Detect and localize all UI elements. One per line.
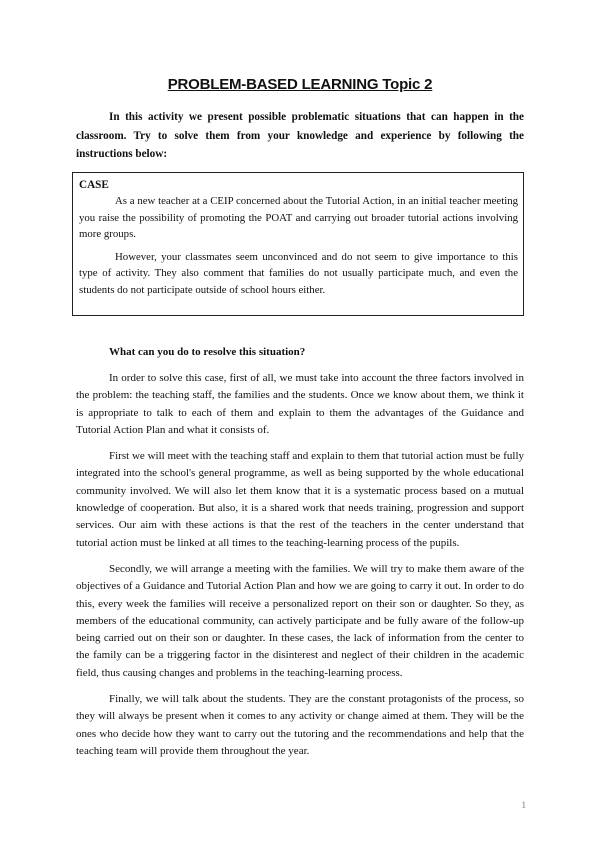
intro-instructions: In this activity we present possible problematic situations that can happen in the classroom. Try to solve them from your knowledge and experience by following the instructions below:: [76, 111, 524, 160]
case-label: CASE: [79, 179, 109, 191]
page-number: 1: [521, 800, 526, 810]
body-paragraph: Finally, we will talk about the students. They are the constant protagonists of the process, so they will always be present when it comes to any activity or change aimed at them. They will be the ones who decide how they want to carry out the tutoring and the recommendations and help that the teaching team will provide them throughout the year.: [76, 693, 524, 757]
body-paragraph: In order to solve this case, first of all, we must take into account the three factors involved in the problem: the teaching staff, the families and the students. Once we know about them, we think it is appropriate to talk to each of them and explain to them the advantages of the Guidance and Tutorial Action Plan and what it consists of.: [76, 372, 524, 436]
case-paragraph: As a new teacher at a CEIP concerned about the Tutorial Action, in an initial teacher meeting you raise the possibility of promoting the POAT and carrying out broader tutorial actions involving more groups.: [79, 195, 518, 241]
page-title: PROBLEM-BASED LEARNING Topic 2: [167, 76, 433, 93]
body-paragraph: Secondly, we will arrange a meeting with the families. We will try to make them aware of the objectives of a Guidance and Tutorial Action Plan and how we are going to carry it out. In order to do this, every week the families will receive a personalized report on their son or daughter. So they, as members of the educational community, can actively participate and be fully aware of the follow-up being carried out on their son or daughter. In these cases, the lack of information from the center to the family can be a triggering factor in the disinterest and neglect of their children in the academic field, thus causing changes and problems in the teaching-learning process.: [76, 562, 524, 679]
answer-body: [76, 370, 524, 769]
case-box: [72, 172, 524, 316]
case-paragraph: However, your classmates seem unconvinced and do not seem to give importance to this type of activity. They also comment that families do not usually participate much, and even the students do not participate outside of school hours either.: [79, 250, 518, 296]
body-paragraph: First we will meet with the teaching staff and explain to them that tutorial action must be fully integrated into the school's general programme, as well as being supported by the whole educational community involved. We will also let them know that it is a systematic process based on a mutual knowledge of cooperation. But also, it is a shared work that needs training, progression and support services. Our aim with these actions is that the rest of the teachers in the center understand that tutorial action must be linked at all times to the teaching-learning process of the pupils.: [76, 450, 524, 549]
question-heading: What can you do to resolve this situation?: [109, 346, 306, 358]
